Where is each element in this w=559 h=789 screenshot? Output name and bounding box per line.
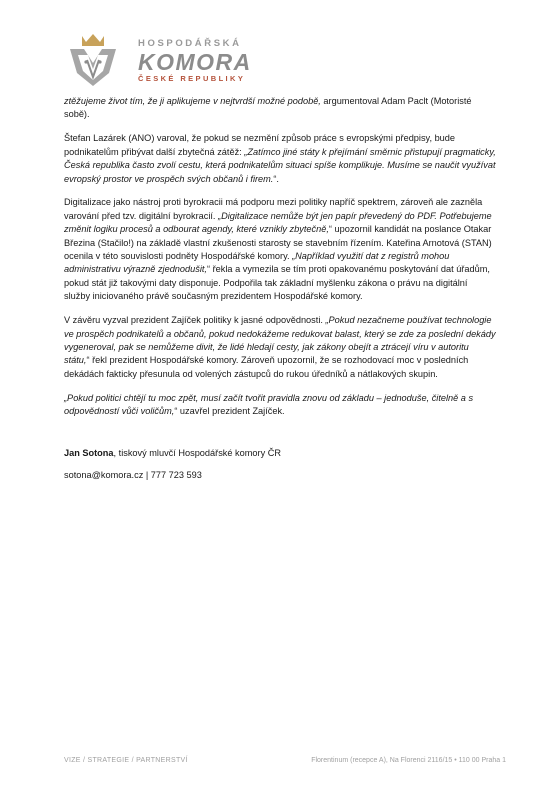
- quote: ztěžujeme život tím, že ji aplikujeme v nejtvrdší možné podobě,: [64, 96, 321, 106]
- text: “ řekl prezident Hospodářské komory. Zároveň upozornil, že se rozhodovací moc v posledních dekádách fakticky přesunula od volených zástupců do rukou úředníků a nátlakových skupin.: [64, 355, 469, 379]
- quote: „Zatímco jiné státy k přejímání směrnic přistupují pragmaticky, Česká republika často zvolí cestu, která podnikatelům situaci spíše komplikuje. Musíme se naučit využívat evropský prostor ve prospěch svých občanů i firem.: [64, 146, 496, 184]
- article-body: [64, 95, 496, 493]
- text: “.: [273, 173, 279, 184]
- logo-main-text: KOMORA: [138, 49, 252, 75]
- logo-sub-text: ČESKÉ REPUBLIKY: [138, 74, 246, 83]
- text: Štefan Lazárek (ANO) varoval, že pokud se nezmění způsob práce s evropskými předpisy, bude podnikatelům přibývat další zbytečná zátěž:: [64, 133, 456, 157]
- text: V závěru vyzval prezident Zajíček politiky k jasné odpovědnosti.: [64, 315, 326, 326]
- footer-slogan: VIZE / STRATEGIE / PARTNERSTVÍ: [64, 757, 188, 764]
- quote: „Například využití dat z registrů mohou administrativu výrazně zjednodušit,: [64, 251, 450, 275]
- logo-top-text: HOSPODÁŘSKÁ: [138, 38, 242, 49]
- contact-line: sotona@komora.cz | 777 723 593: [64, 469, 202, 480]
- text: “ uzavřel prezident Zajíček.: [174, 406, 285, 417]
- quote: „Pokud nezačneme používat technologie ve prospěch podnikatelů a občanů, pokud nedokážeme redukovat balast, který se zde za poslední dekády vygeneroval, pak se nemůžeme divit, že lidé hledají cesty, jak zákony obejít a ztrácejí víru v autoritu státu,: [64, 315, 496, 366]
- signature-role: , tiskový mluvčí Hospodářské komory ČR: [113, 447, 281, 458]
- text: “ upozornil kandidát na poslance Otakar Březina (Stačilo!) na základě vlastní zkušenosti starosty se stavebním řízením. Kateřina Arnotová (STAN) ocenila v této souvislosti podněty Hospodářské komory.: [64, 224, 492, 262]
- paragraph-4: [64, 314, 496, 381]
- quote: „Digitalizace nemůže být jen papír převedený do PDF. Potřebujeme změnit logiku procesů a odbourat agendy, které vznikly zbytečně,: [64, 210, 492, 235]
- paragraph-5: [64, 392, 496, 419]
- chamber-logo: [64, 27, 264, 95]
- text: Digitalizace jako nástroj proti byrokracii má podporu mezi politiky napříč spektrem, zároveň ale zazněla varování před tzv. digitální byrokracií.: [64, 197, 483, 221]
- paragraph-1: [64, 95, 496, 122]
- signature: [64, 447, 496, 460]
- quote: „Pokud politici chtějí tu moc zpět, musí začít tvořit pravidla znovu od základu – jednoduše, čitelně a s odpovědností vůči voličům,: [64, 392, 474, 417]
- footer-address: Florentinum (recepce A), Na Florenci 2116/15 • 110 00 Praha 1: [311, 757, 506, 764]
- paragraph-3: [64, 196, 496, 303]
- text: argumentoval Adam Paclt (Motoristé sobě).: [64, 96, 472, 120]
- paragraph-2: [64, 132, 496, 186]
- crowned-lion-emblem-icon: [64, 33, 122, 87]
- signature-name: Jan Sotona: [64, 447, 114, 458]
- text: “ řekla a vymezila se tím proti opakovanému poskytování dat úřadům, pokud stát již takovými daty disponuje. Podpořila tak základní myšlenku zákona o právu na digitální služby iniciovaného právě současným prezidentem Hospodářské komory.: [64, 264, 490, 302]
